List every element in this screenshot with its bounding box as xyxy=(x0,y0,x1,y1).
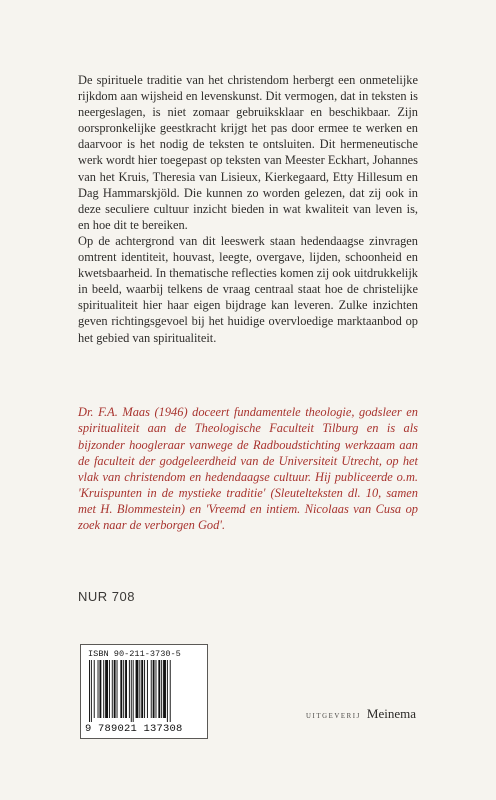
blurb-text xyxy=(78,72,418,346)
ean-number: 9 789021 137308 xyxy=(85,723,183,735)
barcode-icon xyxy=(89,660,201,722)
publisher-name: Meinema xyxy=(366,706,416,721)
barcode-label xyxy=(80,644,208,739)
publisher-prefix: UITGEVERIJ xyxy=(306,713,361,720)
author-bio: Dr. F.A. Maas (1946) doceert fundamentele theologie, godsleer en spiritualiteit aan de Theologische Faculteit Tilburg en is als bijzonder hoogleraar vanwege de Radboudstichting werkzaam aan de faculteit der godgeleerdheid van de Universiteit Utrecht, op het vlak van christendom en hedendaagse cultuur. Hij publiceerde o.m. 'Kruispunten in de mystieke traditie' (Sleutelteksten dl. 10, samen met H. Blommestein) en 'Vreemd en intiem. Nicolaas van Cusa op zoek naar de verborgen God'. xyxy=(78,405,418,533)
isbn-number: ISBN 90-211-3730-5 xyxy=(88,649,181,659)
nur-code: NUR 708 xyxy=(78,589,135,604)
blurb-paragraph: De spirituele traditie van het christendom herbergt een onmetelijke rijkdom aan wijsheid en levenskunst. Dit vermogen, dat in teksten is neergeslagen, is niet zomaar gebruiksklaar en beschikbaar. Zijn oorspronkelijke geestkracht krijgt het pas door ermee te werken en daarvoor is het nodig de teksten te ontsluiten. Dit hermeneutische werk wordt hier toegepast op teksten van Meester Eckhart, Johannes van het Kruis, Theresia van Lisieux, Kierkegaard, Etty Hillesum en Dag Hammarskjöld. Die kunnen zo worden gelezen, dat zij ook in deze seculiere cultuur inzicht bieden in wat kwaliteit van leven is, en hoe dit te bereiken. xyxy=(78,73,418,232)
publisher-logo xyxy=(306,706,416,722)
blurb-paragraph: Op de achtergrond van dit leeswerk staan hedendaagse zinvragen omtrent identiteit, houvast, leegte, overgave, lijden, schoonheid en kwetsbaarheid. In thematische reflecties komen zij ook uitdrukkelijk in beeld, waarbij telkens de vraag centraal staat hoe de christelijke spiritualiteit hier haar eigen bijdrage kan leveren. Zulke inzichten geven richtingsgevoel bij het huidige overvloedige marktaanbod op het gebied van spiritualiteit. xyxy=(78,233,418,345)
